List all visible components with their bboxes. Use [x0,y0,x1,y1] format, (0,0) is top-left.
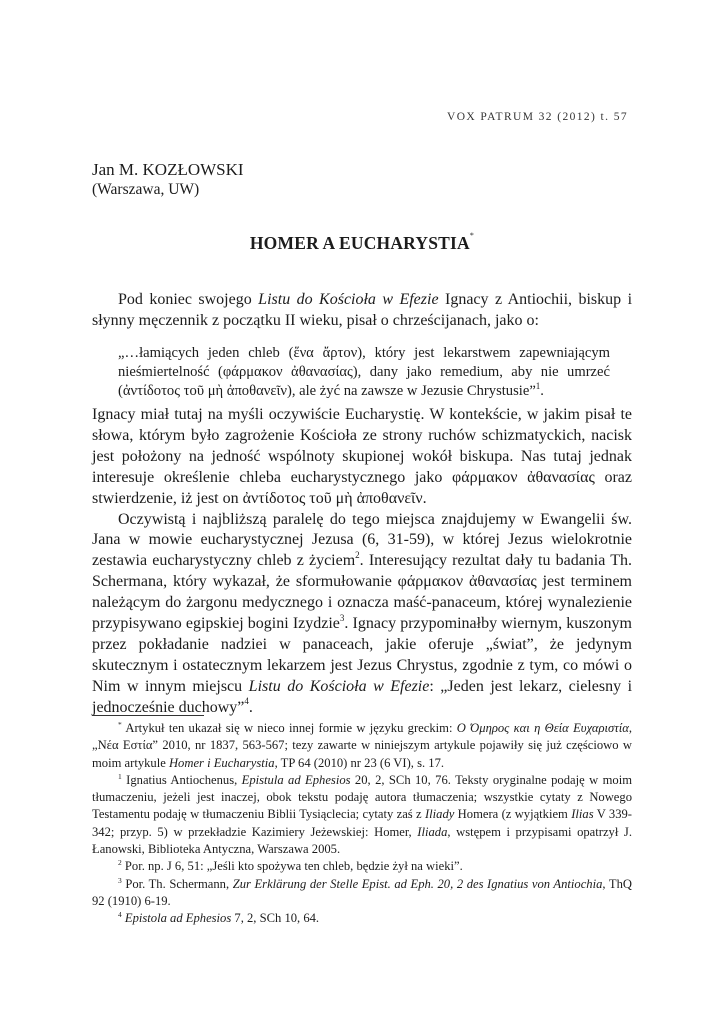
fn3-text-a: Por. Th. Schermann, [121,876,233,891]
lead-paragraph [92,290,632,331]
fn-star-italic-b: Homer i Eucharystia [168,755,275,770]
fn1-italic-c: Ilias [571,807,594,822]
p2-text-2: . Interesujący rezultat dały tu badania Th. Schermana, który wykazał, że sformułowanie φάρμακον ἀθανασίας jest terminem należącym do żargonu medycznego i oznacza maść-panaceum, której wynalezienie przypisywano egipskiej bogini Izydzie [92,552,633,633]
block-quote [118,344,610,402]
footnotes [92,720,632,928]
footnote-2 [92,858,632,875]
fn3-italic-a: Zur Erklärung der Stelle Epist. ad Eph. 20, 2 des Ignatius von Antiochia [232,876,603,891]
footnote-1-mark: 1 [118,771,122,781]
fn-star-text-c: , TP 64 (2010) nr 23 (6 VI), s. 17. [274,755,445,770]
footnote-1 [92,772,632,858]
paragraph-1: Ignacy miał tutaj na myśli oczywiście Eucharystię. W kontekście, w jakim pisał te słowa, którym było zagrożenie Kościoła ze strony ruchów schizmatyckich, nacisk jest położony na jedność wspólnoty skupionej wokół biskupa. Nas tutaj jednak interesuje określenie chleba eucharystycznego jako φάρμακον ἀθανασίας oraz stwierdzenie, iż jest on ἀντίδοτος τοῦ μὴ ἀποθανεῖν. [92,406,632,507]
fn1-text-a: Ignatius Antiochenus, [121,772,242,787]
footnote-ref-2[interactable]: 2 [355,550,360,561]
fn-star-text-b: , „Νέα Εστία” 2010, nr 1837, 563-567; tezy zawarte w niniejszym artykule pojawiły się już częściowo w moim artykule [92,721,632,770]
footnote-star-mark: * [118,719,122,729]
fn1-text-d: V 339-342; przyp. 5) w przekładzie Kazimiery Jeżewskiej: Homer, [92,807,632,839]
fn2-text: Por. np. J 6, 51: „Jeśli kto spożywa ten chleb, będzie żył na wieki”. [121,859,463,874]
p2-text-5: . [248,698,253,716]
fn1-italic-b: Iliady [424,807,455,822]
fn1-text-c: Homera (z wyjątkiem [454,807,572,822]
paragraph-2 [92,510,632,719]
footnote-2-mark: 2 [118,858,122,868]
footnote-star [92,720,632,772]
footnote-ref-1[interactable]: 1 [535,380,541,391]
title-text: HOMER A EUCHARYSTIA [249,233,470,253]
p2-text-3: . Ignacy przypominałby wiernym, kuszonym przez pokładanie nadziei w panaceach, jakie oferuje „świat”, że jedynym skutecznym i ostatecznym lekarzem jest Jezus Chrystus, zgodnie z tym, co mówi o Nim w innym miejscu [92,615,632,695]
fn1-text-b: 20, 2, SCh 10, 76. Teksty oryginalne podaję w moim tłumaczeniu, jeżeli jest inaczej, obok tekstu podaję autora tłumaczenia; wszystkie cytaty z Nowego Testamentu podaję w tłumaczeniu Biblii Tysiąclecia; cytaty zaś z [92,772,632,822]
fn4-italic-a: Epistola ad Ephesios [124,911,232,926]
lead-text-2: Ignacy z Antiochii, biskup i słynny męczennik z początku II wieku, pisał o chrześcijanach, jako o: [92,291,633,329]
fn1-italic-d: Iliada [417,824,448,839]
footnote-ref-4[interactable]: 4 [244,696,249,707]
fn1-text-e: , wstępem i przypisami opatrzył J. Łanowski, Biblioteka Antyczna, Warszawa 2005. [92,824,632,857]
p2-text-1: Oczywistą i najbliższą paralelę do tego miejsca znajdujemy w Ewangelii św. Jana w mowie eucharystycznej Jezusa (6, 31-59), w której Jezus wielokrotnie zestawia eucharystyczny chleb z życiem [92,510,632,570]
footnote-4-mark: 4 [118,910,122,920]
footnote-3-mark: 3 [118,875,122,885]
quote-end: . [540,383,544,400]
fn-star-text-a: Artykuł ten ukazał się w nieco innej formie w języku greckim: [121,721,457,735]
running-head: VOX PATRUM 32 (2012) t. 57 [446,111,628,123]
p2-text-4: : „Jeden jest lekarz, cielesny i jednocześnie duchowy” [92,677,633,716]
body-text [92,405,632,719]
fn1-italic-a: Epistula ad Ephesios [241,772,351,787]
author-name: Jan M. KOZŁOWSKI [92,160,244,179]
quote-text: „…łamiących jeden chleb (ἕνα ἄρτον), który jest lekarstwem zapewniającym nieśmiertelność (φάρμακον ἀθανασίας), dany jako remedium, aby nie umrzeć (ἀντίδοτος τοῦ μὴ ἀποθανεῖν), ale żyć na zawsze w Jezusie Chrystusie” [118,345,610,400]
title-footnote-mark: * [469,231,475,240]
fn4-text-b: 7, 2, SCh 10, 64. [231,911,320,926]
lead-italic-title: Listu do Kościoła w Efezie [258,291,439,308]
author-affiliation: (Warszawa, UW) [92,181,200,198]
lead-text-1: Pod koniec swojego [118,291,259,308]
fn-star-italic-a: O Όμηρος και η Θεία Ευχαριστία [456,721,629,735]
footnote-ref-3[interactable]: 3 [339,612,345,623]
footnote-3 [92,876,632,911]
footnote-divider [92,715,204,716]
article-title [92,233,632,254]
fn3-text-b: , ThQ 92 (1910) 6-19. [92,876,632,908]
footnote-4 [92,910,632,927]
p2-italic-title: Listu do Kościoła w Efezie [248,677,430,695]
